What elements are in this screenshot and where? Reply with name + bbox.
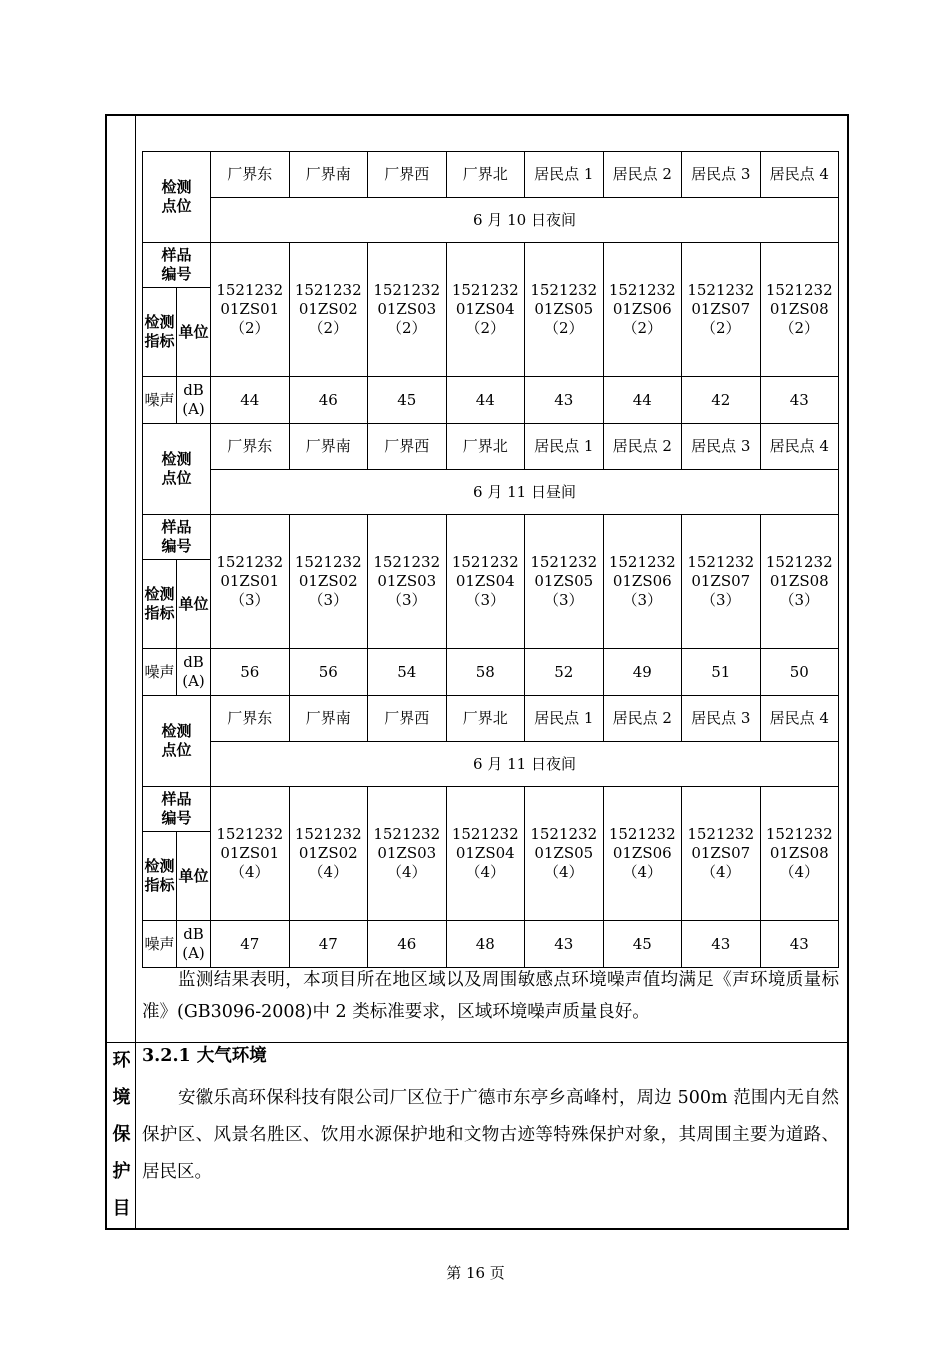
location-cell: 厂界西 bbox=[368, 696, 447, 742]
sample-prefix: 1521232 bbox=[373, 553, 441, 571]
sample-code-cell bbox=[289, 243, 368, 377]
sample-header: 样品编号 bbox=[143, 515, 211, 560]
sample-prefix: 1521232 bbox=[530, 553, 598, 571]
noise-value-cell: 42 bbox=[682, 377, 761, 424]
sample-code: 01ZS08 bbox=[769, 844, 829, 862]
sample-code: 01ZS04 bbox=[455, 844, 515, 862]
sample-code-cell bbox=[446, 515, 525, 649]
location-cell: 居民点 3 bbox=[682, 152, 761, 198]
indicator-header: 检测指标 bbox=[143, 832, 177, 921]
sample-code-cell bbox=[760, 787, 839, 921]
sample-code: 01ZS03 bbox=[377, 844, 437, 862]
sample-suffix: （4） bbox=[229, 863, 270, 881]
sample-prefix: 1521232 bbox=[608, 553, 676, 571]
sample-prefix: 1521232 bbox=[687, 553, 755, 571]
noise-value-cell: 47 bbox=[289, 921, 368, 968]
location-cell: 厂界北 bbox=[446, 696, 525, 742]
sample-suffix: （2） bbox=[700, 319, 741, 337]
noise-value-cell: 43 bbox=[525, 921, 604, 968]
noise-value-cell: 52 bbox=[525, 649, 604, 696]
location-cell: 厂界南 bbox=[289, 424, 368, 470]
side-char: 环 bbox=[112, 1050, 131, 1071]
location-cell: 厂界南 bbox=[289, 152, 368, 198]
sample-suffix: （2） bbox=[543, 319, 584, 337]
sample-code-cell bbox=[368, 515, 447, 649]
sample-prefix: 1521232 bbox=[530, 825, 598, 843]
sample-prefix: 1521232 bbox=[373, 825, 441, 843]
sample-code-cell bbox=[211, 243, 290, 377]
sample-prefix: 1521232 bbox=[294, 281, 362, 299]
sample-header: 样品编号 bbox=[143, 787, 211, 832]
sample-code-cell bbox=[368, 787, 447, 921]
sample-suffix: （4） bbox=[779, 863, 820, 881]
noise-value-cell: 49 bbox=[603, 649, 682, 696]
location-cell: 居民点 2 bbox=[603, 424, 682, 470]
unit-value: dB (A) bbox=[177, 921, 211, 968]
location-cell: 居民点 1 bbox=[525, 424, 604, 470]
noise-value-cell: 50 bbox=[760, 649, 839, 696]
period-cell: 6 月 10 日夜间 bbox=[211, 198, 839, 243]
sample-prefix: 1521232 bbox=[373, 281, 441, 299]
section-heading: 3.2.1 大气环境 bbox=[142, 1046, 267, 1066]
sample-code: 01ZS02 bbox=[298, 300, 358, 318]
side-char: 目 bbox=[112, 1198, 131, 1219]
sample-code-cell bbox=[760, 515, 839, 649]
noise-value-cell: 48 bbox=[446, 921, 525, 968]
sample-suffix: （4） bbox=[622, 863, 663, 881]
sample-code: 01ZS03 bbox=[377, 572, 437, 590]
noise-value-cell: 47 bbox=[211, 921, 290, 968]
sample-code: 01ZS07 bbox=[691, 572, 751, 590]
sample-suffix: （2） bbox=[465, 319, 506, 337]
location-cell: 厂界北 bbox=[446, 424, 525, 470]
indicator-header: 检测指标 bbox=[143, 288, 177, 377]
noise-label: 噪声 bbox=[143, 377, 177, 424]
sample-suffix: （3） bbox=[543, 591, 584, 609]
side-char: 境 bbox=[112, 1087, 131, 1108]
noise-value-cell: 43 bbox=[760, 921, 839, 968]
sample-code-cell bbox=[368, 243, 447, 377]
sample-code-cell bbox=[525, 515, 604, 649]
sample-prefix: 1521232 bbox=[687, 825, 755, 843]
sample-code: 01ZS04 bbox=[455, 300, 515, 318]
location-cell: 居民点 2 bbox=[603, 696, 682, 742]
noise-value-cell: 43 bbox=[682, 921, 761, 968]
conclusion-paragraph: 监测结果表明，本项目所在地区域以及周围敏感点环境噪声值均满足《声环境质量标准》(GB3096-2008)中 2 类标准要求，区域环境噪声质量良好。 bbox=[142, 970, 839, 1022]
sample-prefix: 1521232 bbox=[451, 825, 519, 843]
indicator-header: 检测指标 bbox=[143, 560, 177, 649]
location-cell: 居民点 1 bbox=[525, 152, 604, 198]
location-cell: 厂界南 bbox=[289, 696, 368, 742]
sample-suffix: （3） bbox=[465, 591, 506, 609]
section-side-label bbox=[107, 1042, 136, 1227]
sample-code-cell bbox=[603, 787, 682, 921]
noise-value-cell: 46 bbox=[289, 377, 368, 424]
sample-code: 01ZS04 bbox=[455, 572, 515, 590]
sample-prefix: 1521232 bbox=[294, 553, 362, 571]
sample-code: 01ZS01 bbox=[220, 572, 280, 590]
location-cell: 厂界西 bbox=[368, 152, 447, 198]
sample-suffix: （2） bbox=[308, 319, 349, 337]
sample-code-cell bbox=[525, 787, 604, 921]
sample-suffix: （3） bbox=[622, 591, 663, 609]
sample-suffix: （4） bbox=[308, 863, 349, 881]
sample-code: 01ZS07 bbox=[691, 300, 751, 318]
noise-value-cell: 43 bbox=[760, 377, 839, 424]
sample-suffix: （3） bbox=[779, 591, 820, 609]
side-char: 保 bbox=[112, 1124, 131, 1145]
side-char: 护 bbox=[112, 1161, 131, 1182]
sample-code: 01ZS01 bbox=[220, 300, 280, 318]
sample-prefix: 1521232 bbox=[451, 553, 519, 571]
sample-code-cell bbox=[446, 787, 525, 921]
location-header: 检测点位 bbox=[143, 152, 211, 243]
sample-prefix: 1521232 bbox=[451, 281, 519, 299]
noise-value-cell: 43 bbox=[525, 377, 604, 424]
location-cell: 居民点 4 bbox=[760, 152, 839, 198]
noise-value-cell: 51 bbox=[682, 649, 761, 696]
sample-suffix: （4） bbox=[386, 863, 427, 881]
period-cell: 6 月 11 日昼间 bbox=[211, 470, 839, 515]
sample-code: 01ZS08 bbox=[769, 572, 829, 590]
location-header: 检测点位 bbox=[143, 424, 211, 515]
unit-value: dB (A) bbox=[177, 649, 211, 696]
location-cell: 厂界北 bbox=[446, 152, 525, 198]
noise-value-cell: 46 bbox=[368, 921, 447, 968]
sample-suffix: （3） bbox=[700, 591, 741, 609]
sample-code: 01ZS07 bbox=[691, 844, 751, 862]
location-cell: 厂界东 bbox=[211, 424, 290, 470]
noise-value-cell: 44 bbox=[446, 377, 525, 424]
sample-suffix: （3） bbox=[229, 591, 270, 609]
unit-value: dB (A) bbox=[177, 377, 211, 424]
sample-suffix: （3） bbox=[386, 591, 427, 609]
sample-prefix: 1521232 bbox=[216, 825, 284, 843]
sample-suffix: （4） bbox=[700, 863, 741, 881]
sample-suffix: （2） bbox=[386, 319, 427, 337]
location-cell: 居民点 3 bbox=[682, 424, 761, 470]
unit-header: 单位 bbox=[177, 560, 211, 649]
sample-code: 01ZS05 bbox=[534, 572, 594, 590]
sample-suffix: （2） bbox=[779, 319, 820, 337]
sample-code-cell bbox=[682, 787, 761, 921]
noise-value-cell: 54 bbox=[368, 649, 447, 696]
location-cell: 厂界东 bbox=[211, 152, 290, 198]
sample-code: 01ZS05 bbox=[534, 300, 594, 318]
noise-monitoring-table bbox=[142, 151, 839, 968]
sample-code-cell bbox=[446, 243, 525, 377]
noise-value-cell: 44 bbox=[211, 377, 290, 424]
noise-value-cell: 56 bbox=[211, 649, 290, 696]
sample-code-cell bbox=[760, 243, 839, 377]
location-cell: 居民点 3 bbox=[682, 696, 761, 742]
location-cell: 厂界东 bbox=[211, 696, 290, 742]
sample-code: 01ZS06 bbox=[612, 844, 672, 862]
sample-prefix: 1521232 bbox=[294, 825, 362, 843]
sample-code-cell bbox=[211, 787, 290, 921]
sample-suffix: （2） bbox=[229, 319, 270, 337]
page-number: 第 16 页 bbox=[446, 1264, 505, 1282]
unit-header: 单位 bbox=[177, 832, 211, 921]
sample-code: 01ZS03 bbox=[377, 300, 437, 318]
sample-code: 01ZS06 bbox=[612, 300, 672, 318]
period-cell: 6 月 11 日夜间 bbox=[211, 742, 839, 787]
location-cell: 厂界西 bbox=[368, 424, 447, 470]
sample-header: 样品编号 bbox=[143, 243, 211, 288]
sample-code-cell bbox=[682, 515, 761, 649]
sample-code: 01ZS01 bbox=[220, 844, 280, 862]
sample-prefix: 1521232 bbox=[765, 281, 833, 299]
location-header: 检测点位 bbox=[143, 696, 211, 787]
sample-code-cell bbox=[603, 243, 682, 377]
body-paragraph: 安徽乐高环保科技有限公司厂区位于广德市东亭乡高峰村，周边 500m 范围内无自然保护区、风景名胜区、饮用水源保护地和文物古迹等特殊保护对象，其周围主要为道路、居民区。 bbox=[142, 1088, 839, 1182]
sample-prefix: 1521232 bbox=[530, 281, 598, 299]
sample-code: 01ZS02 bbox=[298, 572, 358, 590]
sample-suffix: （4） bbox=[465, 863, 506, 881]
sample-suffix: （2） bbox=[622, 319, 663, 337]
sample-code: 01ZS05 bbox=[534, 844, 594, 862]
sample-prefix: 1521232 bbox=[765, 825, 833, 843]
noise-value-cell: 44 bbox=[603, 377, 682, 424]
sample-code-cell bbox=[525, 243, 604, 377]
noise-label: 噪声 bbox=[143, 921, 177, 968]
sample-code-cell bbox=[603, 515, 682, 649]
noise-value-cell: 45 bbox=[603, 921, 682, 968]
sample-code: 01ZS02 bbox=[298, 844, 358, 862]
sample-prefix: 1521232 bbox=[687, 281, 755, 299]
location-cell: 居民点 4 bbox=[760, 424, 839, 470]
sample-prefix: 1521232 bbox=[765, 553, 833, 571]
sample-code-cell bbox=[289, 515, 368, 649]
sample-code: 01ZS06 bbox=[612, 572, 672, 590]
location-cell: 居民点 4 bbox=[760, 696, 839, 742]
noise-value-cell: 45 bbox=[368, 377, 447, 424]
location-cell: 居民点 1 bbox=[525, 696, 604, 742]
unit-header: 单位 bbox=[177, 288, 211, 377]
sample-code-cell bbox=[211, 515, 290, 649]
sample-suffix: （4） bbox=[543, 863, 584, 881]
noise-label: 噪声 bbox=[143, 649, 177, 696]
sample-suffix: （3） bbox=[308, 591, 349, 609]
sample-prefix: 1521232 bbox=[608, 825, 676, 843]
sample-prefix: 1521232 bbox=[216, 281, 284, 299]
location-cell: 居民点 2 bbox=[603, 152, 682, 198]
sample-code-cell bbox=[682, 243, 761, 377]
sample-code-cell bbox=[289, 787, 368, 921]
sample-prefix: 1521232 bbox=[216, 553, 284, 571]
sample-code: 01ZS08 bbox=[769, 300, 829, 318]
noise-value-cell: 56 bbox=[289, 649, 368, 696]
noise-value-cell: 58 bbox=[446, 649, 525, 696]
sample-prefix: 1521232 bbox=[608, 281, 676, 299]
